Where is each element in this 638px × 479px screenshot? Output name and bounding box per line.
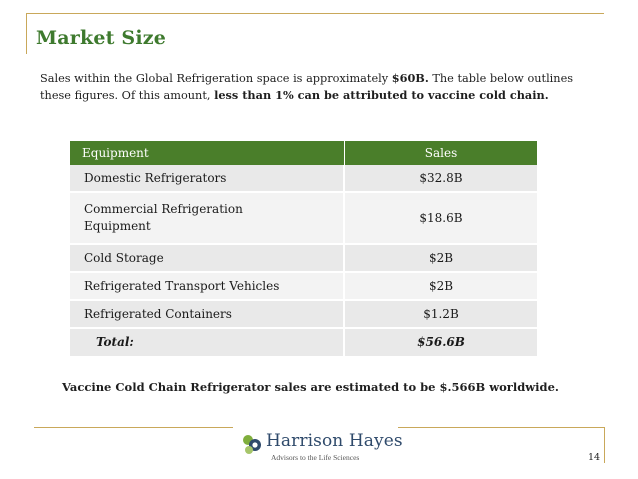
table-total-row <box>70 329 537 358</box>
row-equipment: Refrigerated Containers <box>70 301 345 329</box>
logo-tagline: Advisors to the Life Sciences <box>271 453 360 462</box>
page-number: 14 <box>588 452 601 463</box>
slide-title: Market Size <box>36 27 167 49</box>
header-equipment: Equipment <box>70 141 345 165</box>
total-sales: $56.6B <box>345 329 537 358</box>
row-sales: $2B <box>345 273 537 301</box>
bottom-divider-tick <box>604 427 605 463</box>
table-row <box>70 245 537 273</box>
market-size-table <box>70 141 537 358</box>
row-equipment-text: Commercial Refrigeration Equipment <box>84 202 243 233</box>
row-sales: $2B <box>345 245 537 273</box>
intro-paragraph <box>40 70 605 104</box>
table-header-row <box>70 141 537 165</box>
row-sales: $32.8B <box>345 165 537 193</box>
row-sales: $1.2B <box>345 301 537 329</box>
row-equipment: Refrigerated Transport Vehicles <box>70 273 345 301</box>
table-row <box>70 165 537 193</box>
header-sales: Sales <box>345 141 537 165</box>
intro-bold-2: less than 1% can be attributed to vaccine cold chain. <box>214 88 549 102</box>
table-row <box>70 301 537 329</box>
top-divider <box>26 13 604 14</box>
row-equipment: Domestic Refrigerators <box>70 165 345 193</box>
intro-text-1: Sales within the Global Refrigeration space is approximately <box>40 72 392 85</box>
intro-bold-1: $60B. <box>391 71 429 85</box>
row-equipment <box>70 193 345 245</box>
logo-name: Harrison Hayes <box>266 431 403 451</box>
table-row <box>70 193 537 245</box>
total-label: Total: <box>70 329 345 358</box>
company-logo <box>241 431 401 469</box>
intro-text-2: The table below outlines these figures. Of this amount, <box>40 72 574 102</box>
row-equipment: Cold Storage <box>70 245 345 273</box>
top-divider-tick <box>26 13 27 54</box>
logo-mark-icon <box>241 431 267 457</box>
bottom-divider-left <box>34 427 233 428</box>
table-row <box>70 273 537 301</box>
footnote: Vaccine Cold Chain Refrigerator sales are estimated to be $.566B worldwide. <box>62 380 559 394</box>
bottom-divider-right <box>398 427 604 428</box>
row-sales: $18.6B <box>345 193 537 245</box>
